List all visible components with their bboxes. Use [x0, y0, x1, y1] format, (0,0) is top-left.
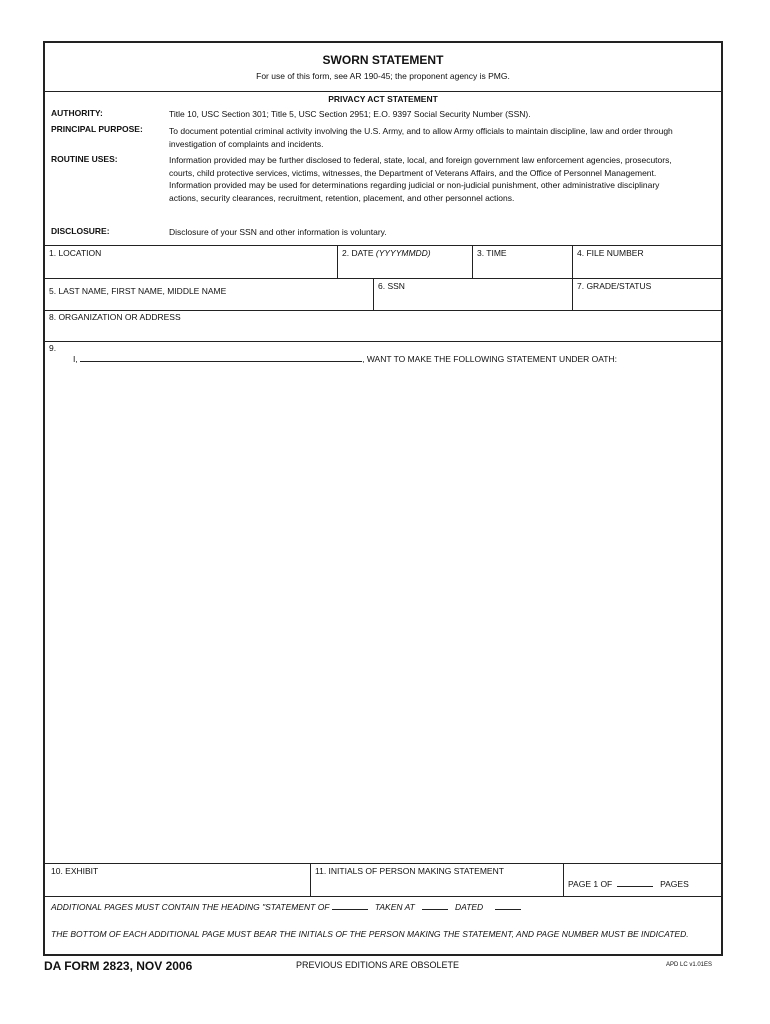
heading-part1: ADDITIONAL PAGES MUST CONTAIN THE HEADING "STATEMENT OF: [51, 902, 330, 912]
statement-name-blank[interactable]: [80, 352, 362, 362]
time-field[interactable]: 3. TIME: [477, 248, 507, 258]
statement-body-area[interactable]: [49, 373, 717, 858]
page-prefix: PAGE 1 OF: [568, 879, 613, 889]
divider: [45, 278, 721, 279]
authority-text: Title 10, USC Section 301; Title 5, USC Section 2951; E.O. 9397 Social Security Number (SSN).: [169, 109, 531, 119]
divider: [563, 863, 564, 896]
divider: [45, 310, 721, 311]
principal-purpose-label: PRINCIPAL PURPOSE:: [51, 124, 143, 134]
heading-part3: DATED: [455, 902, 484, 912]
divider: [310, 863, 311, 896]
form-id: DA FORM 2823, NOV 2006: [44, 959, 193, 973]
page-count-field: [568, 877, 689, 889]
statement-i: I,: [73, 354, 78, 364]
initials-field[interactable]: 11. INITIALS OF PERSON MAKING STATEMENT: [315, 866, 504, 876]
dated-blank[interactable]: [495, 900, 521, 910]
routine-uses-text: Information provided may be further disclosed to federal, state, local, and foreign government law enforcement agencies, prosecutors, courts, child protective services, victims, witnesses, the Department of Veterans Affairs, and the Office of Personnel Management. Information provided may be used for determinations regarding judicial or non-judicial punishment, other administrative disciplinary actions, security clearances, recruitment, retention, placement, and other personnel actions.: [169, 155, 672, 203]
divider: [373, 278, 374, 310]
divider: [337, 245, 338, 278]
divider: [45, 245, 721, 246]
divider: [45, 863, 721, 864]
statement-number: 9.: [49, 343, 57, 353]
page-suffix: PAGES: [660, 879, 689, 889]
organization-field[interactable]: 8. ORGANIZATION OR ADDRESS: [49, 312, 181, 322]
bottom-page-instruction: THE BOTTOM OF EACH ADDITIONAL PAGE MUST BEAR THE INITIALS OF THE PERSON MAKING THE STATEMENT, AND PAGE NUMBER MUST BE INDICATED.: [51, 929, 689, 939]
ssn-field[interactable]: 6. SSN: [378, 281, 405, 291]
disclosure-label: DISCLOSURE:: [51, 226, 110, 236]
date-format: (YYYYMMDD): [375, 248, 431, 258]
heading-part2: TAKEN AT: [374, 902, 415, 912]
name-field[interactable]: 5. LAST NAME, FIRST NAME, MIDDLE NAME: [49, 286, 227, 296]
form-title: SWORN STATEMENT: [322, 53, 444, 67]
location-field[interactable]: 1. LOCATION: [49, 248, 102, 258]
previous-editions-note: PREVIOUS EDITIONS ARE OBSOLETE: [296, 960, 460, 970]
date-label: 2. DATE: [342, 248, 376, 258]
privacy-act-title: PRIVACY ACT STATEMENT: [328, 94, 438, 104]
principal-purpose-text: To document potential criminal activity involving the U.S. Army, and to allow Army officials to maintain discipline, law and order through investigation of complaints and incidents.: [169, 126, 673, 149]
disclosure-text: Disclosure of your SSN and other information is voluntary.: [169, 227, 387, 237]
version-code: APD LC v1.01ES: [666, 962, 713, 968]
divider: [45, 91, 721, 92]
additional-pages-instruction: [51, 900, 521, 912]
statement-oath-text: , WANT TO MAKE THE FOLLOWING STATEMENT UNDER OATH:: [362, 354, 617, 364]
taken-at-blank[interactable]: [422, 900, 448, 910]
file-number-field[interactable]: 4. FILE NUMBER: [577, 248, 644, 258]
divider: [472, 245, 473, 278]
grade-status-field[interactable]: 7. GRADE/STATUS: [577, 281, 652, 291]
form-subtitle: For use of this form, see AR 190-45; the proponent agency is PMG.: [256, 71, 510, 81]
total-pages-blank[interactable]: [617, 877, 653, 887]
divider: [45, 341, 721, 342]
sworn-statement-form: [43, 41, 723, 956]
routine-uses-label: ROUTINE USES:: [51, 154, 118, 164]
statement-of-blank[interactable]: [332, 900, 368, 910]
divider: [45, 896, 721, 897]
exhibit-field[interactable]: 10. EXHIBIT: [51, 866, 99, 876]
authority-label: AUTHORITY:: [51, 108, 103, 118]
date-field[interactable]: [342, 248, 431, 258]
statement-oath-line: [73, 352, 617, 364]
